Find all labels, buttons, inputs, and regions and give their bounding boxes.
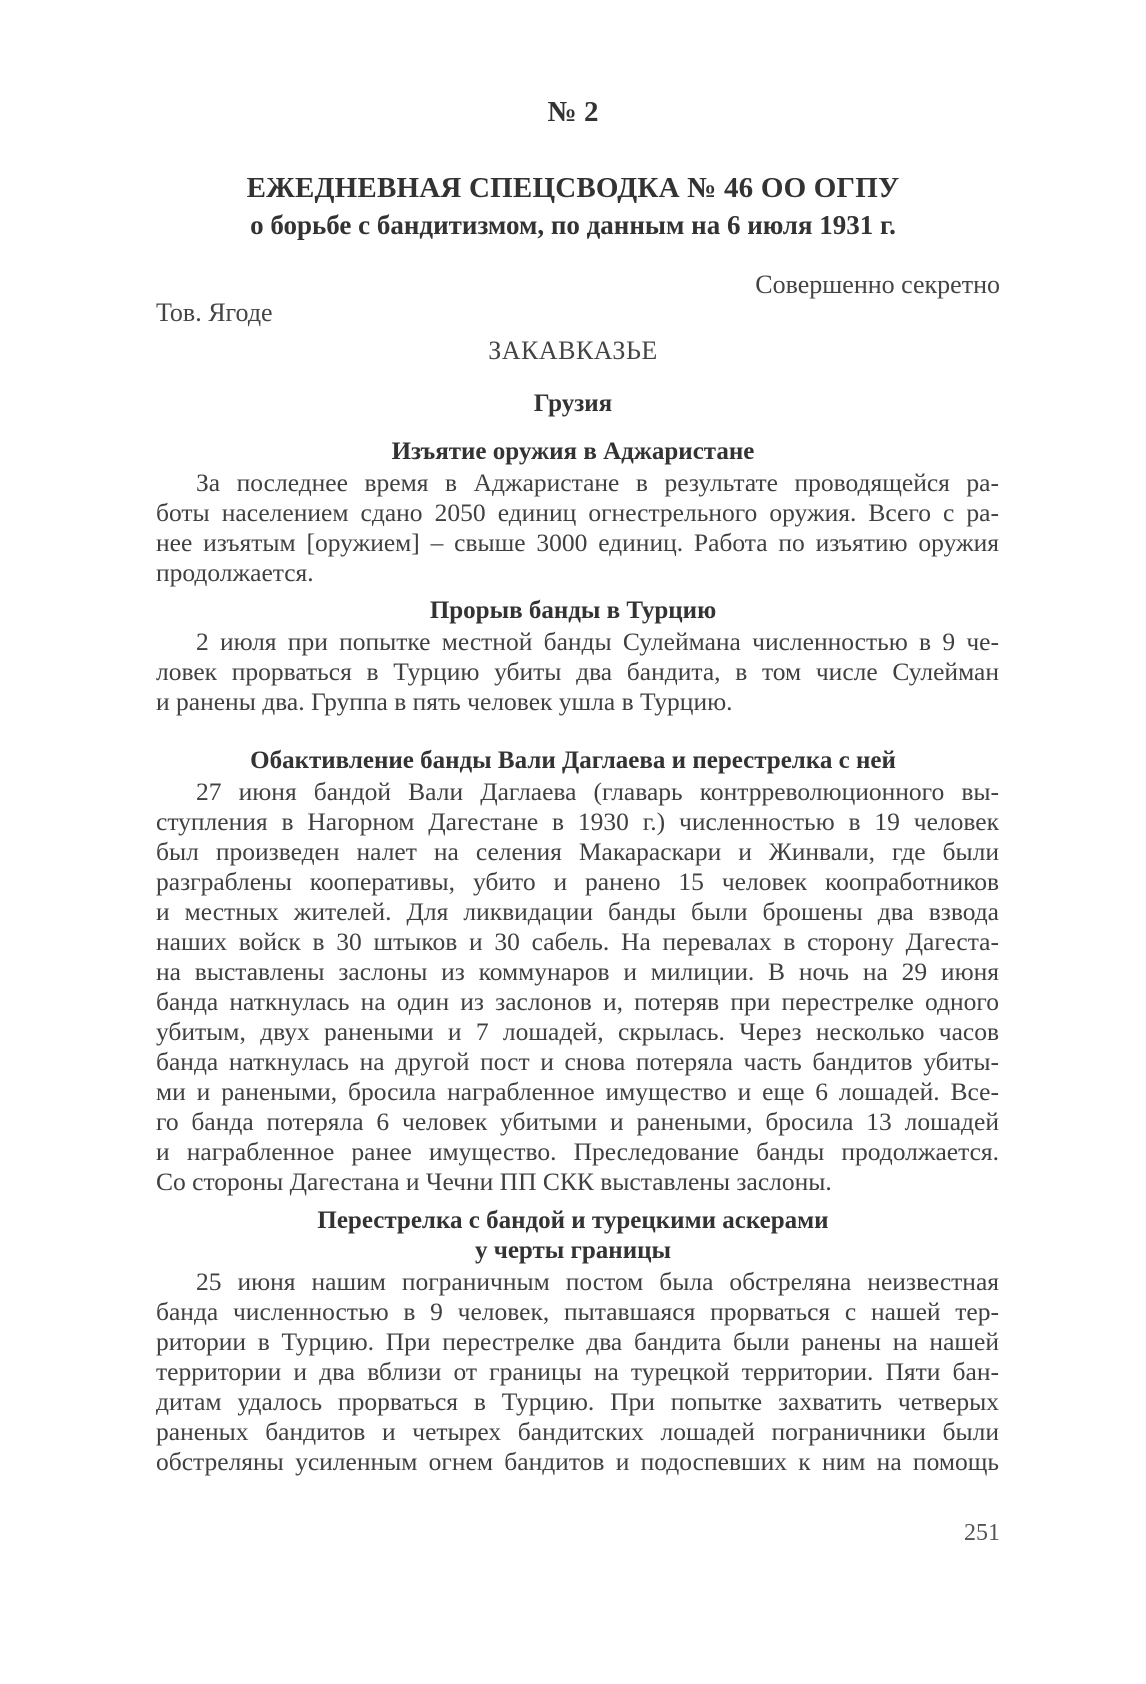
text-line: Со стороны Дагестана и Чечни ПП СКК выставлены заслоны. xyxy=(156,1167,832,1196)
addressee: Тов. Ягоде xyxy=(156,298,273,327)
document-subtitle: о борьбе с бандитизмом, по данным на 6 июля 1931 г. xyxy=(250,210,896,240)
text-line: го банда потеряла 6 человек убитыми и ранеными, бросила 13 лошадей xyxy=(156,1107,999,1136)
text-line: дитам удалось прорваться в Турцию. При попытке захватить четверых xyxy=(156,1387,999,1416)
text-line: обстреляны усиленным огнем бандитов и подоспевших к ним на помощь xyxy=(156,1447,999,1476)
section-heading: Обактивление банды Вали Даглаева и перестрелка с ней xyxy=(250,747,896,774)
text-line: и ранены два. Группа в пять человек ушла в Турцию. xyxy=(156,687,733,716)
text-line: ми и ранеными, бросила награбленное имущество и еще 6 лошадей. Все- xyxy=(156,1077,999,1106)
page-number: 251 xyxy=(964,1520,1000,1546)
text-line: 27 июня бандой Вали Даглаева (главарь контрреволюционного вы- xyxy=(196,777,999,806)
text-line: разграблены кооперативы, убито и ранено 15 человек коопработников xyxy=(156,867,999,896)
region-heading: ЗАКАВКАЗЬЕ xyxy=(488,336,658,365)
section-heading: Изъятие оружия в Аджаристане xyxy=(391,438,755,465)
text-line: ступления в Нагорном Дагестане в 1930 г.) численностью в 19 человек xyxy=(156,807,999,836)
section-body xyxy=(156,468,999,588)
text-line: на выставлены заслоны из коммунаров и милиции. В ночь на 29 июня xyxy=(156,957,999,986)
section-body xyxy=(156,1267,999,1477)
section-heading-continued: у черты границы xyxy=(474,1237,672,1264)
section-heading: Прорыв банды в Турцию xyxy=(429,597,717,624)
text-line: и местных жителей. Для ликвидации банды были брошены два взвода xyxy=(156,897,999,926)
text-line: территории и два вблизи от границы на турецкой территории. Пяти бан- xyxy=(156,1357,999,1386)
section-body xyxy=(156,777,999,1197)
text-line: банда наткнулась на один из заслонов и, потеряв при перестрелке одного xyxy=(156,987,999,1016)
text-line: 25 июня нашим пограничным постом была обстреляна неизвестная xyxy=(196,1267,999,1296)
text-line: нее изъятым [оружием] – свыше 3000 единиц. Работа по изъятию оружия xyxy=(156,528,999,557)
text-line: раненых бандитов и четырех бандитских лошадей пограничники были xyxy=(156,1417,999,1446)
section-body xyxy=(156,627,999,717)
text-line: банда численностью в 9 человек, пытавшаяся прорваться с нашей тер- xyxy=(156,1297,999,1326)
text-line: ритории в Турцию. При перестрелке два бандита были ранены на нашей xyxy=(156,1327,999,1356)
document-number: № 2 xyxy=(547,96,599,128)
text-line: 2 июля при попытке местной банды Сулеймана численностью в 9 че- xyxy=(196,627,999,656)
subregion-heading: Грузия xyxy=(533,390,613,417)
text-line: За последнее время в Аджаристане в результате проводящейся ра- xyxy=(196,468,999,497)
text-line: был произведен налет на селения Макараскари и Жинвали, где были xyxy=(156,837,999,866)
text-line: наших войск в 30 штыков и 30 сабель. На перевалах в сторону Дагеста- xyxy=(156,927,999,956)
text-line: боты населением сдано 2050 единиц огнестрельного оружия. Всего с ра- xyxy=(156,498,999,527)
text-line: ловек прорваться в Турцию убиты два бандита, в том числе Сулейман xyxy=(156,657,999,686)
classification-stamp: Совершенно секретно xyxy=(755,270,1000,299)
text-line: продолжается. xyxy=(156,558,314,587)
section-heading: Перестрелка с бандой и турецкими аскерами xyxy=(317,1207,829,1234)
text-line: убитым, двух ранеными и 7 лошадей, скрылась. Через несколько часов xyxy=(156,1017,999,1046)
text-line: и награбленное ранее имущество. Преследование банды продолжается. xyxy=(156,1137,999,1166)
text-line: банда наткнулась на другой пост и снова потеряла часть бандитов убиты- xyxy=(156,1047,999,1076)
document-title: ЕЖЕДНЕВНАЯ СПЕЦСВОДКА № 46 ОО ОГПУ xyxy=(246,172,900,204)
